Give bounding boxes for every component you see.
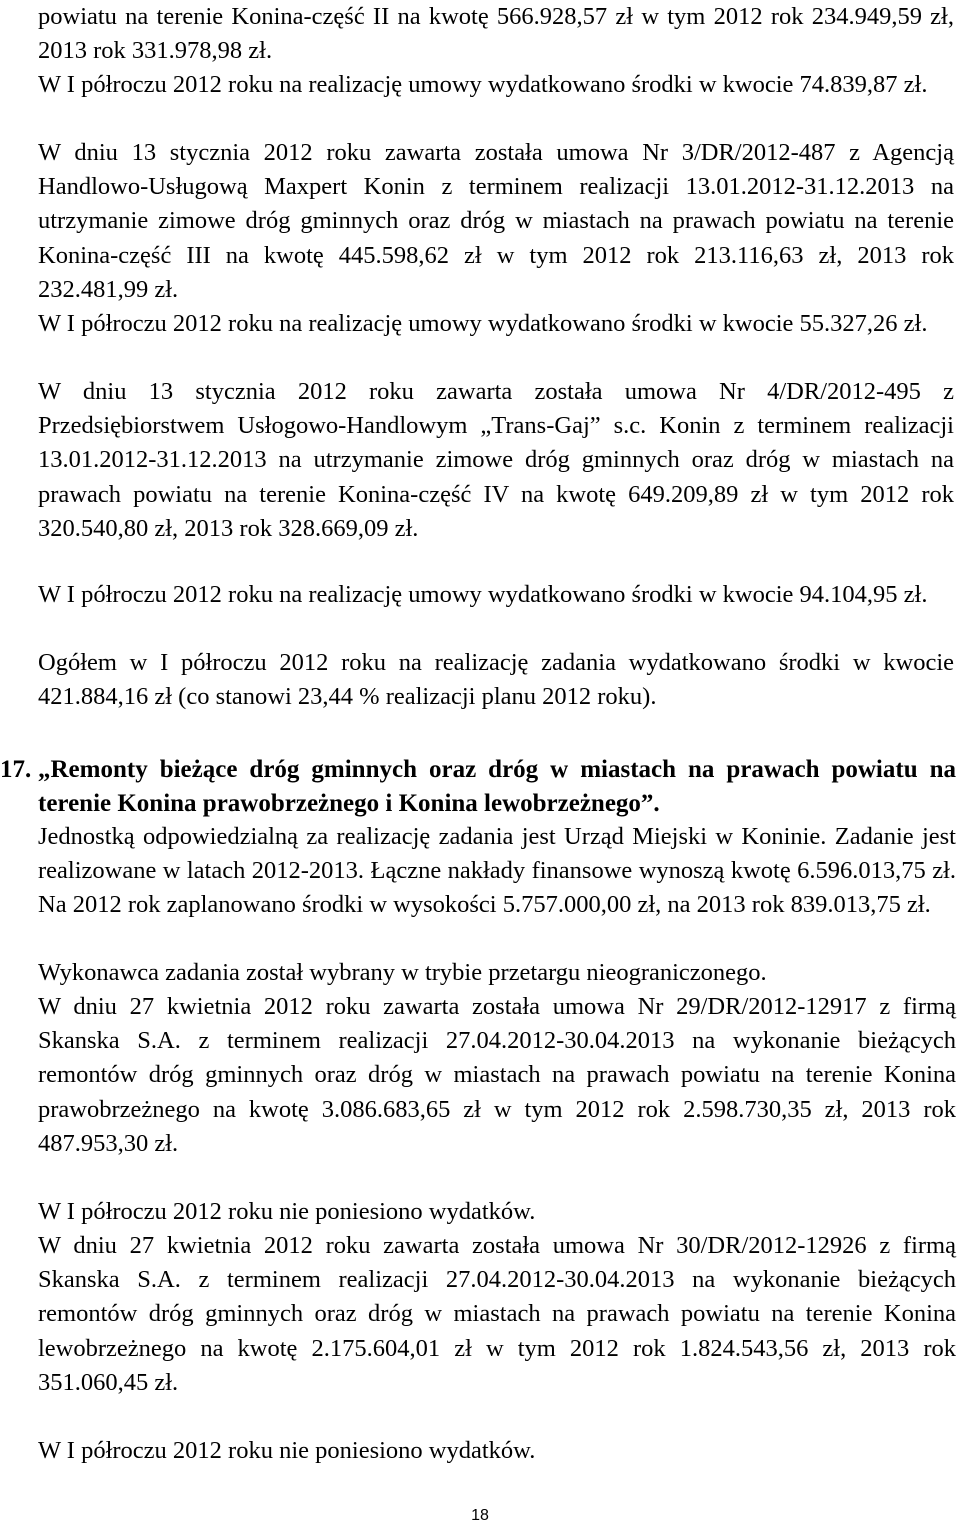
- paragraph-responsible-unit: Jednostką odpowiedzialną za realizację zadania jest Urząd Miejski w Koninie. Zadanie jest realizowane w latach 2012-2013. Łączne nakłady finansowe wynoszą kwotę 6.596.013,75 zł. Na 2012 rok zaplanowano środki w wysokości 5.757.000,00 zł, na 2013 rok 839.013,75 zł.: [38, 823, 956, 919]
- paragraph-contract-29: W dniu 27 kwietnia 2012 roku zawarta została umowa Nr 29/DR/2012-12917 z firmą Skanska S.A. z terminem realizacji 27.04.2012-30.04.2013 na wykonanie bieżących remontów dróg gminnych oraz dróg w miastach na prawach powiatu na terenie Konina prawobrzeżnego na kwotę 3.086.683,65 zł w tym 2012 rok 2.598.730,35 zł, 2013 rok 487.953,30 zł.: [38, 993, 956, 1157]
- paragraph-contract-30: W dniu 27 kwietnia 2012 roku zawarta została umowa Nr 30/DR/2012-12926 z firmą Skanska S.A. z terminem realizacji 27.04.2012-30.04.2013 na wykonanie bieżących remontów dróg gminnych oraz dróg w miastach na prawach powiatu na terenie Konina lewobrzeżnego na kwotę 2.175.604,01 zł w tym 2012 rok 1.824.543,56 zł, 2013 rok 351.060,45 zł.: [38, 1232, 956, 1396]
- paragraph-contractor-selection: Wykonawca zadania został wybrany w trybie przetargu nieograniczonego.: [38, 959, 767, 986]
- section-number: 17.: [0, 756, 32, 783]
- paragraph-contract-part-iv: W dniu 13 stycznia 2012 roku zawarta została umowa Nr 4/DR/2012-495 z Przedsiębiorstwem Usłogowo-Handlowym „Trans-Gaj” s.c. Konin z terminem realizacji 13.01.2012-31.12.2013 na utrzymanie zimowe dróg gminnych oraz dróg w miastach na prawach powiatu na terenie Konina-część IV na kwotę 649.209,89 zł w tym 2012 rok 320.540,80 zł, 2013 rok 328.669,09 zł.: [38, 378, 954, 542]
- paragraph-no-expenditure-2: W I półroczu 2012 roku nie poniesiono wydatków.: [38, 1437, 536, 1464]
- section-heading: [0, 753, 956, 821]
- paragraph-expenditure-part-ii: W I półroczu 2012 roku na realizację umowy wydatkowano środki w kwocie 74.839,87 zł.: [38, 71, 928, 98]
- paragraph-contract-part-iii: W dniu 13 stycznia 2012 roku zawarta została umowa Nr 3/DR/2012-487 z Agencją Handlowo-Usługową Maxpert Konin z terminem realizacji 13.01.2012-31.12.2013 na utrzymanie zimowe dróg gminnych oraz dróg w miastach na prawach powiatu na terenie Konina-część III na kwotę 445.598,62 zł w tym 2012 rok 213.116,63 zł, 2013 rok 232.481,99 zł.: [38, 139, 954, 303]
- paragraph-total-expenditure: Ogółem w I półroczu 2012 roku na realizację zadania wydatkowano środki w kwocie 421.884,16 zł (co stanowi 23,44 % realizacji planu 2012 roku).: [38, 649, 954, 711]
- paragraph-expenditure-part-iii: W I półroczu 2012 roku na realizację umowy wydatkowano środki w kwocie 55.327,26 zł.: [38, 310, 928, 337]
- paragraph-contract-part-ii-amount: powiatu na terenie Konina-część II na kwotę 566.928,57 zł w tym 2012 rok 234.949,59 zł, 2013 rok 331.978,98 zł.: [38, 3, 954, 65]
- page-number: 18: [471, 1507, 489, 1524]
- section-title: „Remonty bieżące dróg gminnych oraz dróg w miastach na prawach powiatu na terenie Konina prawobrzeżnego i Konina lewobrzeżnego”.: [38, 756, 956, 817]
- paragraph-no-expenditure-1: W I półroczu 2012 roku nie poniesiono wydatków.: [38, 1198, 536, 1225]
- paragraph-expenditure-part-iv: W I półroczu 2012 roku na realizację umowy wydatkowano środki w kwocie 94.104,95 zł.: [38, 581, 928, 608]
